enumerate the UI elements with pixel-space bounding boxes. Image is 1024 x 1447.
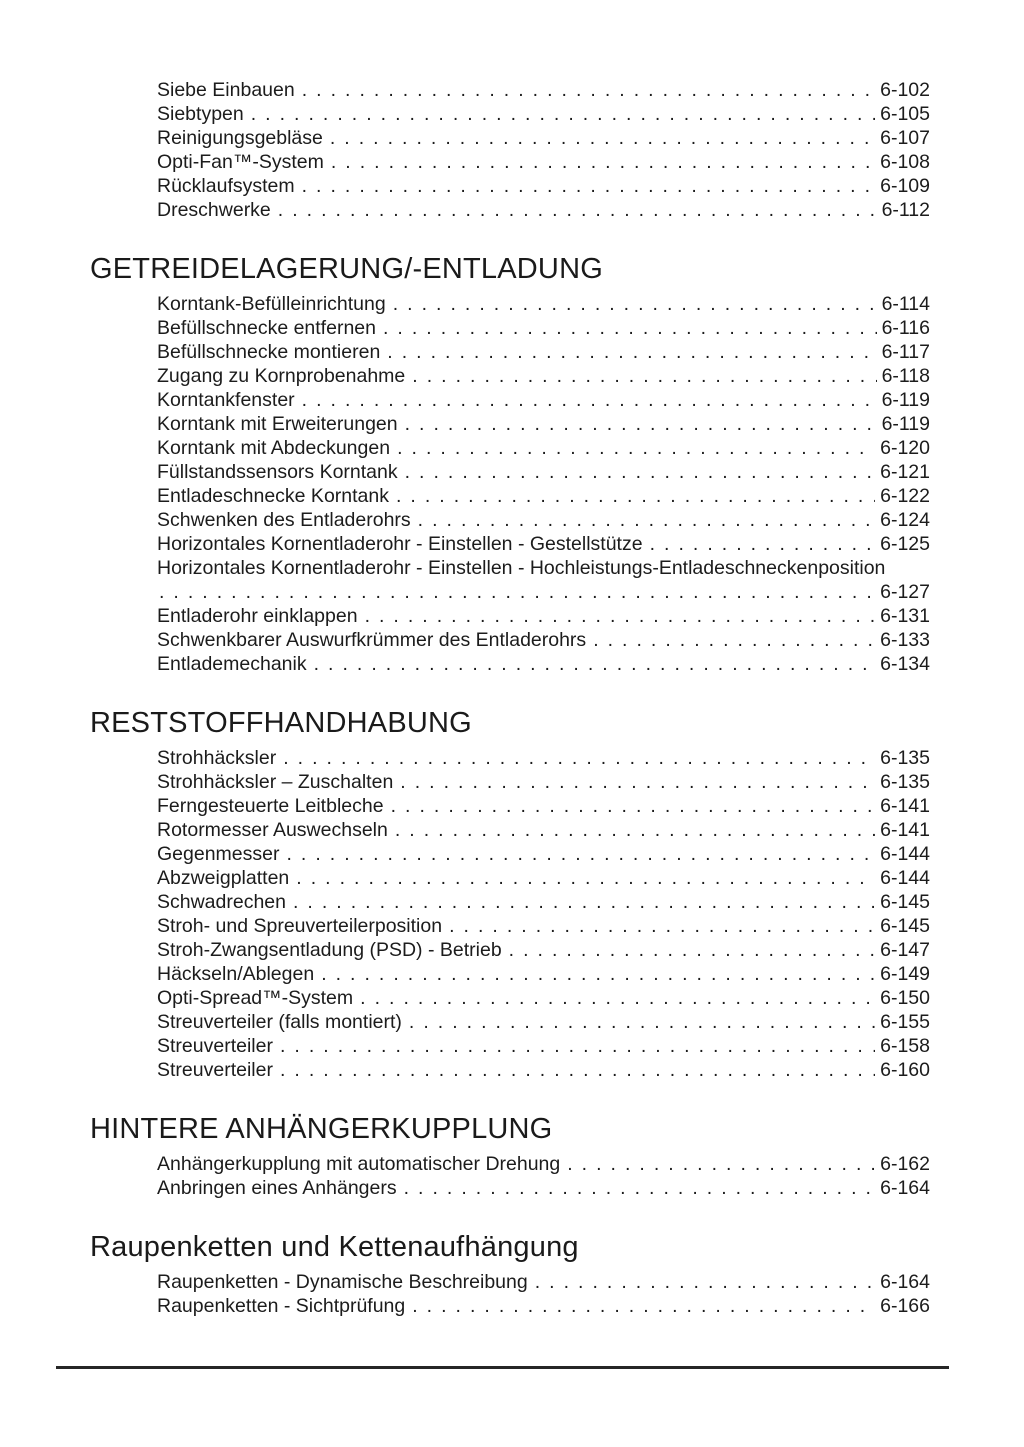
toc-entry[interactable] xyxy=(157,1034,930,1058)
toc-entry[interactable] xyxy=(157,938,930,962)
toc-entry[interactable] xyxy=(157,652,930,676)
dot-leader xyxy=(159,580,875,604)
toc-entry-title: Streuverteiler (falls montiert) xyxy=(157,1011,402,1033)
toc-entry-title: Schwadrechen xyxy=(157,891,286,913)
toc-entry[interactable] xyxy=(157,150,930,174)
toc-entry[interactable] xyxy=(157,436,930,460)
toc-entry-page: 6-158 xyxy=(880,1035,930,1057)
toc-entry-page: 6-116 xyxy=(881,317,930,339)
toc-entry[interactable] xyxy=(157,174,930,198)
dot-leader xyxy=(293,890,875,914)
toc-entry-page: 6-119 xyxy=(881,413,930,435)
section-entries xyxy=(157,746,930,1082)
toc-entry-title: Streuverteiler xyxy=(157,1035,273,1057)
footer-divider xyxy=(56,1366,949,1369)
toc-entry-page: 6-135 xyxy=(880,747,930,769)
toc-entry-title: Ferngesteuerte Leitbleche xyxy=(157,795,384,817)
toc-entry-page: 6-145 xyxy=(880,891,930,913)
toc-entry[interactable] xyxy=(157,962,930,986)
toc-entry-page: 6-160 xyxy=(880,1059,930,1081)
toc-entry[interactable] xyxy=(157,604,930,628)
toc-entry-page: 6-144 xyxy=(880,867,930,889)
dot-leader xyxy=(396,484,875,508)
toc-entry-page: 6-112 xyxy=(881,199,930,221)
toc-entry[interactable] xyxy=(157,532,930,556)
toc-entry-title: Füllstandssensors Korntank xyxy=(157,461,398,483)
toc-entry-title: Befüllschnecke montieren xyxy=(157,341,381,363)
toc-entry[interactable] xyxy=(157,484,930,508)
dot-leader xyxy=(395,818,875,842)
section-entries xyxy=(157,1152,930,1200)
toc-entry-title: Anhängerkupplung mit automatischer Drehung xyxy=(157,1153,561,1175)
toc-entry[interactable] xyxy=(157,126,930,150)
dot-leader xyxy=(391,794,876,818)
dot-leader xyxy=(400,770,875,794)
toc-entry-page: 6-107 xyxy=(880,127,930,149)
dot-leader xyxy=(296,866,875,890)
dot-leader xyxy=(251,102,875,126)
dot-leader xyxy=(509,938,875,962)
dot-leader xyxy=(418,508,875,532)
toc-entry-page: 6-131 xyxy=(880,605,930,627)
toc-entry[interactable] xyxy=(157,198,930,222)
dot-leader xyxy=(397,436,875,460)
toc-entry[interactable] xyxy=(157,794,930,818)
toc-entry[interactable] xyxy=(157,1270,930,1294)
toc-entry-title: Korntank mit Abdeckungen xyxy=(157,437,391,459)
section-heading: GETREIDELAGERUNG/-ENTLADUNG xyxy=(90,253,603,285)
toc-section xyxy=(90,706,930,1082)
toc-entry[interactable] xyxy=(157,412,930,436)
dot-leader xyxy=(330,126,875,150)
toc-entry[interactable] xyxy=(157,628,930,652)
toc-entry-title: Reinigungsgebläse xyxy=(157,127,323,149)
section-heading: RESTSTOFFHANDHABUNG xyxy=(90,707,472,739)
toc-entry-title: Anbringen eines Anhängers xyxy=(157,1177,397,1199)
toc-entry[interactable] xyxy=(157,508,930,532)
toc-entry-title: Entlademechanik xyxy=(157,653,307,675)
section-heading: HINTERE ANHÄNGERKUPPLUNG xyxy=(90,1113,553,1145)
toc-entry[interactable] xyxy=(157,986,930,1010)
toc-entry-title: Schwenkbarer Auswurfkrümmer des Entladerohrs xyxy=(157,629,587,651)
toc-entry-page: 6-108 xyxy=(880,151,930,173)
toc-entry[interactable] xyxy=(157,102,930,126)
toc-entry[interactable] xyxy=(157,556,930,604)
toc-entry[interactable] xyxy=(157,364,930,388)
dot-leader xyxy=(393,292,877,316)
toc-section xyxy=(90,1112,930,1200)
toc-entry-title: Siebtypen xyxy=(157,103,244,125)
toc-entry[interactable] xyxy=(157,1176,930,1200)
toc-entry-page: 6-118 xyxy=(881,365,930,387)
toc-entry-page: 6-141 xyxy=(880,819,930,841)
toc-entry-title: Schwenken des Entladerohrs xyxy=(157,509,411,531)
dot-leader xyxy=(302,78,875,102)
toc-entry-title: Abzweigplatten xyxy=(157,867,290,889)
toc-entry-title: Siebe Einbauen xyxy=(157,79,295,101)
toc-entry-page: 6-155 xyxy=(880,1011,930,1033)
toc-entry[interactable] xyxy=(157,1010,930,1034)
toc-entry-title: Dreschwerke xyxy=(157,199,271,221)
toc-entry-title: Befüllschnecke entfernen xyxy=(157,317,376,339)
dot-leader xyxy=(302,174,876,198)
toc-entry-title: Stroh-Zwangsentladung (PSD) - Betrieb xyxy=(157,939,502,961)
dot-leader xyxy=(286,842,875,866)
toc-section xyxy=(90,252,930,676)
toc-entry-title: Häckseln/Ablegen xyxy=(157,963,315,985)
toc-entry-page: 6-149 xyxy=(880,963,930,985)
toc-entry-page: 6-127 xyxy=(880,581,930,603)
toc-entry-title: Horizontales Kornentladerohr - Einstellen - Hochleistungs-Entladeschneckenposition xyxy=(157,557,886,579)
toc-entry[interactable] xyxy=(157,914,930,938)
dot-leader xyxy=(360,986,875,1010)
toc-entry-title: Rücklaufsystem xyxy=(157,175,295,197)
toc-entry-page: 6-164 xyxy=(880,1271,930,1293)
toc-entry-page: 6-141 xyxy=(880,795,930,817)
toc-entry-page: 6-134 xyxy=(880,653,930,675)
toc-entry-page: 6-122 xyxy=(880,485,930,507)
toc-entry-page: 6-119 xyxy=(881,389,930,411)
dot-leader xyxy=(449,914,875,938)
toc-entry-title: Korntank mit Erweiterungen xyxy=(157,413,398,435)
dot-leader xyxy=(535,1270,875,1294)
section-entries xyxy=(157,78,930,222)
toc-entry[interactable] xyxy=(157,460,930,484)
toc-entry[interactable] xyxy=(157,890,930,914)
dot-leader xyxy=(404,1176,876,1200)
toc-entry-page: 6-105 xyxy=(880,103,930,125)
dot-leader xyxy=(412,364,876,388)
toc-entry-page: 6-133 xyxy=(880,629,930,651)
toc-entry-title: Horizontales Kornentladerohr - Einstellen - Gestellstütze xyxy=(157,533,643,555)
dot-leader xyxy=(280,1058,875,1082)
dot-leader xyxy=(331,150,875,174)
toc-entry-page: 6-144 xyxy=(880,843,930,865)
dot-leader xyxy=(593,628,875,652)
toc-entry-title: Streuverteiler xyxy=(157,1059,273,1081)
dot-leader xyxy=(302,388,877,412)
dot-leader xyxy=(650,532,876,556)
dot-leader xyxy=(280,1034,875,1058)
section-entries xyxy=(157,292,930,676)
toc-entry[interactable] xyxy=(157,388,930,412)
dot-leader xyxy=(283,746,875,770)
toc-entry-page: 6-166 xyxy=(880,1295,930,1317)
toc-entry[interactable] xyxy=(157,746,930,770)
toc-entry-page: 6-114 xyxy=(881,293,930,315)
toc-entry[interactable] xyxy=(157,866,930,890)
toc-entry[interactable] xyxy=(157,770,930,794)
toc-section xyxy=(90,1230,930,1318)
toc-entry-page: 6-102 xyxy=(880,79,930,101)
toc-entry-page: 6-109 xyxy=(880,175,930,197)
section-entries xyxy=(157,1270,930,1318)
toc-entry-title: Entladeschnecke Korntank xyxy=(157,485,389,507)
dot-leader xyxy=(383,316,877,340)
dot-leader xyxy=(321,962,875,986)
toc xyxy=(90,78,930,1318)
toc-entry-title: Raupenketten - Sichtprüfung xyxy=(157,1295,406,1317)
toc-entry-title: Raupenketten - Dynamische Beschreibung xyxy=(157,1271,528,1293)
dot-leader xyxy=(567,1152,875,1176)
toc-entry-page: 6-147 xyxy=(880,939,930,961)
dot-leader xyxy=(405,460,876,484)
toc-entry[interactable] xyxy=(157,1294,930,1318)
toc-entry-title: Entladerohr einklappen xyxy=(157,605,358,627)
toc-entry-page: 6-124 xyxy=(880,509,930,531)
toc-entry-page: 6-164 xyxy=(880,1177,930,1199)
toc-entry-page: 6-121 xyxy=(880,461,930,483)
dot-leader xyxy=(405,412,877,436)
toc-entry-title: Korntankfenster xyxy=(157,389,295,411)
dot-leader xyxy=(365,604,876,628)
toc-entry-title: Strohhäcksler – Zuschalten xyxy=(157,771,394,793)
dot-leader xyxy=(412,1294,875,1318)
toc-entry[interactable] xyxy=(157,1152,930,1176)
toc-entry-page: 6-117 xyxy=(881,341,930,363)
dot-leader xyxy=(314,652,876,676)
section-heading: Raupenketten und Kettenaufhängung xyxy=(90,1231,579,1263)
toc-entry-title: Strohhäcksler xyxy=(157,747,277,769)
toc-entry-page: 6-145 xyxy=(880,915,930,937)
toc-entry-title: Zugang zu Kornprobenahme xyxy=(157,365,406,387)
toc-entry-title: Rotormesser Auswechseln xyxy=(157,819,388,841)
toc-entry-page: 6-135 xyxy=(880,771,930,793)
dot-leader xyxy=(409,1010,875,1034)
toc-entry[interactable] xyxy=(157,340,930,364)
toc-section xyxy=(90,78,930,222)
toc-entry-page: 6-150 xyxy=(880,987,930,1009)
toc-entry-page: 6-125 xyxy=(880,533,930,555)
toc-entry-page: 6-162 xyxy=(880,1153,930,1175)
dot-leader xyxy=(278,198,877,222)
toc-entry[interactable] xyxy=(157,1058,930,1082)
toc-entry[interactable] xyxy=(157,818,930,842)
toc-entry-title: Opti-Spread™-System xyxy=(157,987,354,1009)
toc-entry-title: Opti-Fan™-System xyxy=(157,151,324,173)
toc-entry[interactable] xyxy=(157,842,930,866)
toc-entry-title: Korntank-Befülleinrichtung xyxy=(157,293,386,315)
toc-entry-title: Gegenmesser xyxy=(157,843,280,865)
toc-entry[interactable] xyxy=(157,316,930,340)
toc-entry[interactable] xyxy=(157,78,930,102)
dot-leader xyxy=(387,340,876,364)
toc-entry-page: 6-120 xyxy=(880,437,930,459)
toc-entry[interactable] xyxy=(157,292,930,316)
toc-entry-title: Stroh- und Spreuverteilerposition xyxy=(157,915,443,937)
